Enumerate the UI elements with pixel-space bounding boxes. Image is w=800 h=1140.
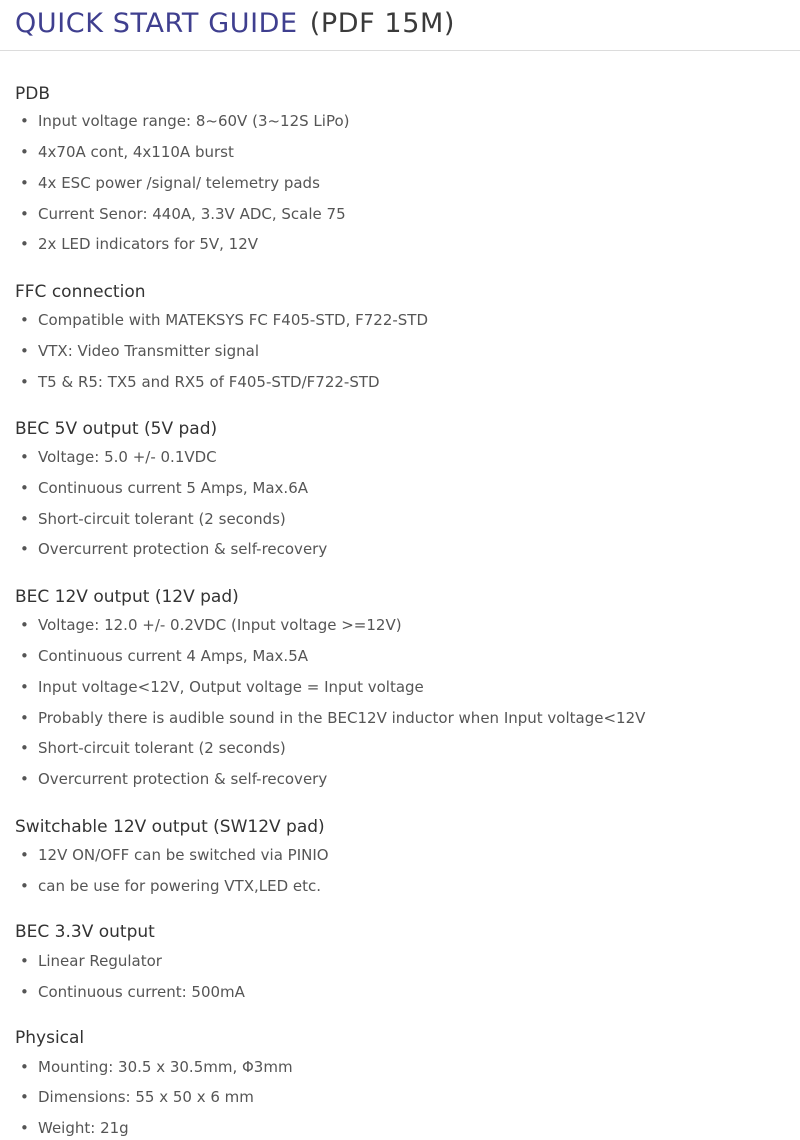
list-item: • 2x LED indicators for 5V, 12V [20, 235, 259, 253]
list-item: • Dimensions: 55 x 50 x 6 mm [20, 1088, 254, 1106]
bullet-icon: • [20, 540, 29, 558]
bullet-icon: • [20, 846, 29, 864]
list-item: • Overcurrent protection & self-recovery [20, 540, 328, 558]
list-item: • Mounting: 30.5 x 30.5mm, Φ3mm [20, 1058, 293, 1076]
list-item: • Weight: 21g [20, 1119, 129, 1137]
list-item: • Overcurrent protection & self-recovery [20, 770, 328, 788]
bullet-icon: • [20, 174, 29, 192]
section-heading-pdb: PDB [15, 84, 51, 104]
bullet-icon: • [20, 770, 29, 788]
list-item: • can be use for powering VTX,LED etc. [20, 877, 322, 895]
list-item: • Compatible with MATEKSYS FC F405-STD, F722-STD [20, 311, 429, 329]
list-item: • Voltage: 5.0 +/- 0.1VDC [20, 448, 217, 466]
bullet-icon: • [20, 877, 29, 895]
bullet-icon: • [20, 739, 29, 757]
list-item: • 12V ON/OFF can be switched via PINIO [20, 846, 329, 864]
bullet-icon: • [20, 647, 29, 665]
section-heading-bec-3v3: BEC 3.3V output [15, 922, 155, 942]
bullet-icon: • [20, 709, 29, 727]
list-item: • VTX: Video Transmitter signal [20, 342, 260, 360]
list-item: • Input voltage<12V, Output voltage = Input voltage [20, 678, 424, 696]
pdf-size-label: (PDF 15M) [309, 8, 456, 39]
list-item: • Probably there is audible sound in the BEC12V inductor when Input voltage<12V [20, 709, 646, 727]
bullet-icon: • [20, 342, 29, 360]
bullet-icon: • [20, 1058, 29, 1076]
list-item: • Linear Regulator [20, 952, 162, 970]
section-heading-bec-12v: BEC 12V output (12V pad) [15, 587, 239, 607]
list-item: • Input voltage range: 8~60V (3~12S LiPo) [20, 112, 350, 130]
list-item: • Continuous current 5 Amps, Max.6A [20, 479, 309, 497]
bullet-icon: • [20, 448, 29, 466]
bullet-icon: • [20, 143, 29, 161]
list-item: • Short-circuit tolerant (2 seconds) [20, 510, 286, 528]
bullet-icon: • [20, 1088, 29, 1106]
list-item: • T5 & R5: TX5 and RX5 of F405-STD/F722-STD [20, 373, 380, 391]
list-item: • 4x ESC power /signal/ telemetry pads [20, 174, 320, 192]
bullet-icon: • [20, 616, 29, 634]
bullet-icon: • [20, 373, 29, 391]
list-item: • 4x70A cont, 4x110A burst [20, 143, 234, 161]
section-heading-bec-5v: BEC 5V output (5V pad) [15, 419, 218, 439]
list-item: • Continuous current: 500mA [20, 983, 245, 1001]
quick-start-guide-link[interactable]: QUICK START GUIDE [15, 8, 298, 39]
bullet-icon: • [20, 510, 29, 528]
bullet-icon: • [20, 235, 29, 253]
list-item: • Voltage: 12.0 +/- 0.2VDC (Input voltage >=12V) [20, 616, 402, 634]
bullet-icon: • [20, 205, 29, 223]
section-heading-physical: Physical [15, 1028, 85, 1048]
bullet-icon: • [20, 311, 29, 329]
page-title [15, 7, 455, 41]
bullet-icon: • [20, 952, 29, 970]
bullet-icon: • [20, 112, 29, 130]
section-heading-switchable-12v: Switchable 12V output (SW12V pad) [15, 817, 325, 837]
list-item: • Short-circuit tolerant (2 seconds) [20, 739, 286, 757]
bullet-icon: • [20, 479, 29, 497]
section-heading-ffc-connection: FFC connection [15, 282, 146, 302]
list-item: • Current Senor: 440A, 3.3V ADC, Scale 75 [20, 205, 346, 223]
bullet-icon: • [20, 678, 29, 696]
bullet-icon: • [20, 983, 29, 1001]
bullet-icon: • [20, 1119, 29, 1137]
page-header [0, 0, 800, 51]
list-item: • Continuous current 4 Amps, Max.5A [20, 647, 309, 665]
